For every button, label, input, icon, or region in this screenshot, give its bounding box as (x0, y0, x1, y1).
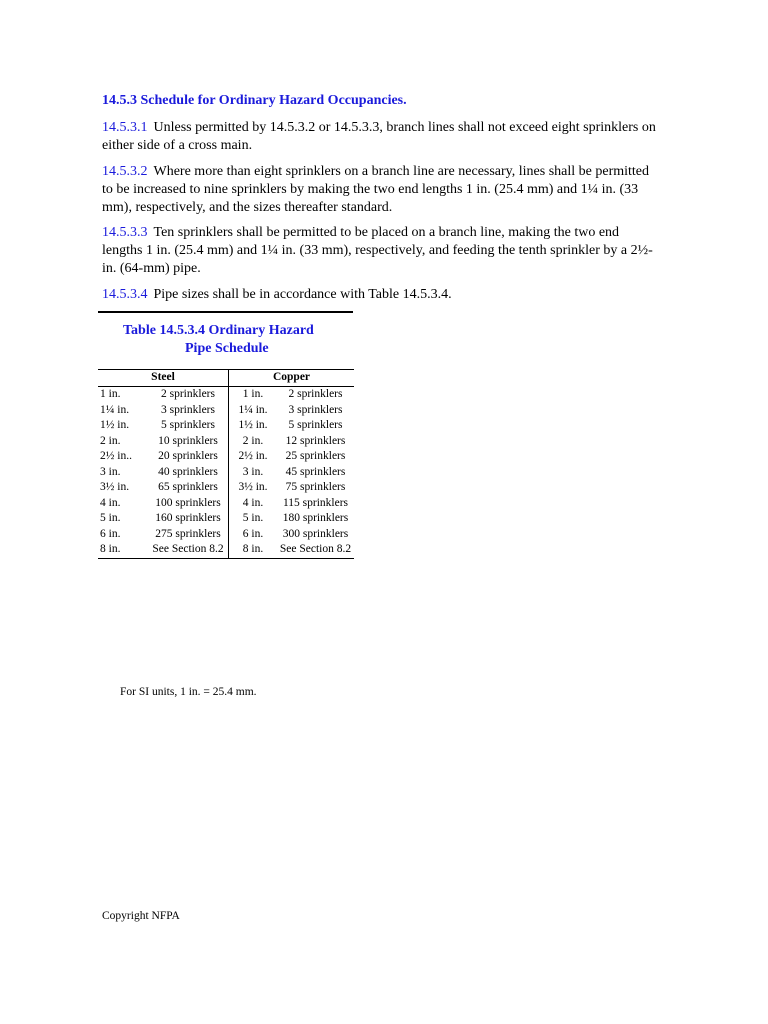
table-top-rule (98, 311, 353, 313)
copper-count-cell: 115 sprinklers (282, 496, 349, 509)
paragraph-number[interactable]: 14.5.3.2 (102, 164, 148, 179)
header-copper: Copper (229, 370, 355, 387)
copper-count-cell: 45 sprinklers (285, 465, 346, 478)
table-row (98, 403, 354, 419)
copper-count-cell: 2 sprinklers (288, 388, 343, 400)
table-row (98, 496, 354, 512)
steel-count-cell: 2 sprinklers (148, 387, 229, 403)
table-row (98, 387, 354, 403)
steel-size-cell: 8 in. (98, 542, 148, 558)
steel-count-cell: 5 sprinklers (148, 418, 229, 434)
paragraph-text: Where more than eight sprinklers on a branch line are necessary, lines shall be permitted to be increased to nine sprinklers by making the two end lengths 1 in. (25.4 mm) and 1¼ in. (33 mm), respectively, and the sizes thereafter standard. (102, 164, 650, 215)
copper-size-cell: 5 in. (242, 512, 264, 524)
paragraph-text: Unless permitted by 14.5.3.2 or 14.5.3.3, branch lines shall not exceed eight sprinklers on either side of a cross main. (102, 120, 656, 153)
steel-count-cell: 3 sprinklers (148, 403, 229, 419)
copper-count-cell: 5 sprinklers (288, 419, 343, 431)
steel-size-cell: 3½ in. (100, 481, 130, 493)
table-row (98, 542, 354, 558)
copper-size-cell: 4 in. (242, 496, 264, 509)
steel-count-cell: 20 sprinklers (148, 449, 229, 465)
steel-count-cell: 40 sprinklers (148, 465, 229, 481)
table-header-row (98, 370, 354, 387)
paragraph-14-5-3-2 (102, 163, 662, 217)
copper-count-cell: 25 sprinklers (285, 450, 346, 462)
table-row (98, 527, 354, 543)
copper-count-cell: 3 sprinklers (288, 403, 343, 416)
steel-count-cell: 275 sprinklers (148, 527, 229, 543)
paragraph-14-5-3-4 (102, 286, 662, 304)
copper-count-cell: 75 sprinklers (285, 481, 346, 493)
copper-size-cell: 1 in. (242, 388, 264, 400)
header-steel: Steel (98, 370, 229, 387)
steel-count-cell: See Section 8.2 (148, 542, 229, 558)
steel-count-cell: 65 sprinklers (148, 480, 229, 496)
paragraph-number[interactable]: 14.5.3.4 (102, 287, 148, 302)
table-row (98, 511, 354, 527)
paragraph-text: Pipe sizes shall be in accordance with Table 14.5.3.4. (153, 287, 452, 302)
steel-count-cell: 160 sprinklers (148, 511, 229, 527)
paragraph-number[interactable]: 14.5.3.1 (102, 120, 148, 135)
copper-count-cell: See Section 8.2 (277, 542, 354, 558)
steel-size-cell: 2 in. (100, 434, 121, 447)
copper-size-cell: 1½ in. (238, 419, 268, 431)
table-row (98, 449, 354, 465)
pipe-schedule-table (98, 369, 354, 559)
steel-size-cell: 6 in. (100, 527, 121, 540)
copper-count-cell: 12 sprinklers (285, 434, 346, 447)
steel-count-cell: 10 sprinklers (148, 434, 229, 450)
table-body (98, 387, 354, 559)
paragraph-14-5-3-3 (102, 224, 662, 278)
table-title-line-2: Pipe Schedule (185, 341, 269, 356)
copper-size-cell: 8 in. (229, 542, 278, 558)
steel-size-cell: 1 in. (100, 388, 121, 400)
table-row (98, 418, 354, 434)
table-note: For SI units, 1 in. = 25.4 mm. (120, 686, 257, 698)
copper-size-cell: 1¼ in. (238, 403, 268, 416)
copper-count-cell: 180 sprinklers (282, 512, 349, 524)
table-row (98, 480, 354, 496)
copper-size-cell: 2 in. (242, 434, 264, 447)
steel-size-cell: 5 in. (100, 512, 121, 524)
steel-size-cell: 1½ in. (100, 419, 130, 431)
steel-count-cell: 100 sprinklers (148, 496, 229, 512)
steel-size-cell: 3 in. (100, 465, 121, 478)
table-title (98, 322, 474, 358)
copper-count-cell: 300 sprinklers (282, 527, 349, 540)
copper-size-cell: 6 in. (242, 527, 264, 540)
copyright-footer: Copyright NFPA (102, 910, 180, 922)
steel-size-cell: 4 in. (100, 496, 121, 509)
paragraph-14-5-3-1 (102, 119, 662, 155)
copper-size-cell: 2½ in. (238, 450, 268, 462)
steel-size-cell: 2½ in.. (100, 450, 132, 462)
copper-size-cell: 3 in. (242, 465, 264, 478)
paragraph-text: Ten sprinklers shall be permitted to be placed on a branch line, making the two end lengths 1 in. (25.4 mm) and 1¼ in. (33 mm), respectively, and feeding the tenth sprinkler by a 2½-in. (64-mm) pipe. (102, 225, 653, 276)
steel-size-cell: 1¼ in. (100, 403, 130, 416)
table-title-line-1: Table 14.5.3.4 Ordinary Hazard (123, 323, 314, 338)
section-heading: 14.5.3 Schedule for Ordinary Hazard Occupancies. (102, 93, 407, 108)
copper-size-cell: 3½ in. (238, 481, 268, 493)
paragraph-number[interactable]: 14.5.3.3 (102, 225, 148, 240)
table-row (98, 465, 354, 481)
table-row (98, 434, 354, 450)
